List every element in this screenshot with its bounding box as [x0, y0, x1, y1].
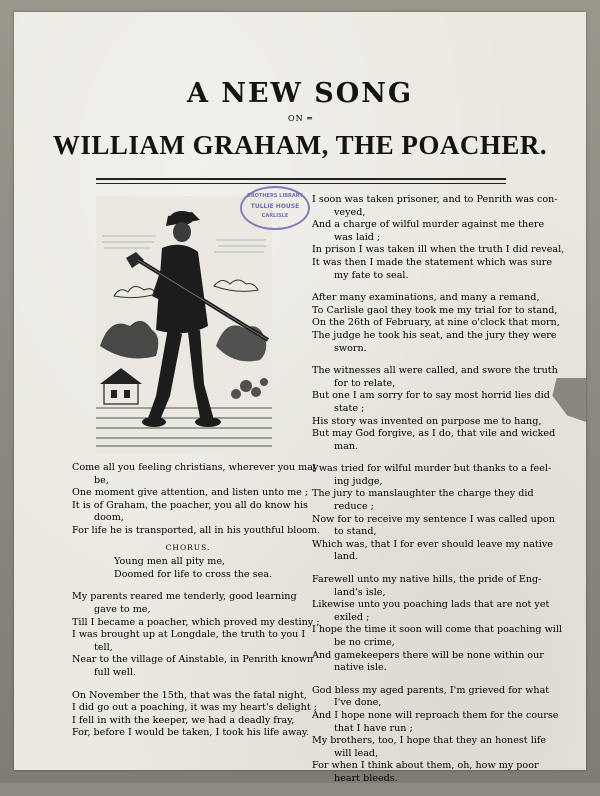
library-stamp: BROTHERS LIBRARY TULLIE HOUSE CARLISLE	[240, 186, 310, 230]
verse-line: On the 26th of February, at nine o'clock that morn,	[312, 317, 560, 329]
verse-line: will lead,	[334, 747, 379, 759]
verse-line: I hope the time it soon will come that poaching will	[312, 624, 562, 636]
verse-line: veyed,	[334, 206, 366, 218]
verse-line: My parents reared me tenderly, good learning	[72, 591, 297, 603]
verse-line: I fell in with the keeper, we had a deadly fray,	[72, 714, 295, 726]
verse-line: Come all you feeling christians, wherever you may	[72, 462, 319, 473]
stanza-right-2	[312, 292, 560, 355]
verse-line: The judge he took his seat, and the jury they were	[312, 329, 557, 341]
verse-line: I was brought up at Longdale, the truth to you I	[72, 629, 306, 641]
verse-line: be,	[94, 474, 109, 486]
verse-line: In prison I was taken ill when the truth I did reveal,	[312, 244, 565, 256]
stanza-right-6	[312, 684, 559, 786]
double-rule-divider	[96, 178, 506, 184]
verse-line: For when I think about them, oh, how my poor	[312, 760, 539, 772]
left-column-verses	[72, 462, 321, 750]
verse-line: Which was, that I for ever should leave my native	[312, 538, 553, 550]
chorus-line: Doomed for life to cross the sea.	[114, 568, 273, 580]
verse-line: And a charge of wilful murder against me there	[312, 219, 545, 231]
chorus-line: Young men all pity me,	[114, 556, 226, 568]
verse-line: I was tried for wilful murder but thanks to a feel-	[312, 463, 552, 475]
verse-line: heart bleeds.	[334, 772, 398, 784]
verse-line: Likewise unto you poaching lads that are not yet	[312, 599, 550, 611]
verse-line: His story was invented on purpose me to hang,	[312, 415, 542, 427]
verse-line: On November the 15th, that was the fatal night,	[72, 689, 307, 701]
stanza-right-1	[312, 194, 565, 282]
verse-line: sworn.	[334, 342, 367, 354]
verse-line: Now for to receive my sentence I was called upon	[312, 513, 555, 525]
title-a-new-song: A NEW SONG	[186, 78, 414, 109]
verse-line: To Carlisle gaol they took me my trial for to stand,	[312, 304, 558, 316]
title-on: ON ═	[288, 114, 312, 123]
verse-line: be no crime,	[334, 637, 395, 648]
stanza-right-5	[312, 574, 562, 675]
verse-line: Near to the village of Ainstable, in Penrith known	[72, 654, 314, 666]
verse-line: One moment give attention, and listen unto me ;	[72, 487, 309, 499]
verse-line: And I hope none will reproach them for the course	[312, 709, 559, 721]
verse-line: For life he is transported, all in his youthful bloom.	[72, 524, 321, 536]
verse-line: was laid ;	[334, 231, 381, 243]
verse-line: state ;	[334, 402, 365, 414]
verse-line: Till I became a poacher, which proved my destiny ;	[72, 616, 320, 628]
verse-line: exiled ;	[334, 611, 370, 623]
verse-line: And gamekeepers there will be none within our	[312, 649, 544, 661]
verse-line: I've done,	[334, 697, 382, 709]
verse-line: reduce ;	[334, 501, 374, 513]
stanza-left-3	[72, 689, 317, 740]
stanza-left-1	[72, 462, 321, 581]
verse-line: doom,	[94, 512, 124, 524]
verse-line: tell,	[94, 641, 113, 653]
verse-line: full well.	[94, 666, 136, 678]
verse-line: gave to me,	[94, 603, 151, 615]
verse-line: I did go out a poaching, it was my heart's delight ;	[72, 702, 317, 714]
verse-line: The witnesses all were called, and swore the truth	[312, 365, 558, 377]
verse-line: my fate to seal.	[334, 269, 409, 281]
verse-line: man.	[334, 440, 359, 452]
verse-line: land's isle,	[334, 586, 386, 598]
right-column-verses	[312, 194, 565, 796]
stanza-left-2	[72, 591, 320, 679]
verse-line: After many examinations, and many a remand,	[312, 292, 540, 304]
verse-line: The jury to manslaughter the charge they did	[312, 488, 534, 500]
verse-line: For, before I would be taken, I took his life away.	[72, 727, 310, 739]
verse-line: ing judge,	[334, 475, 383, 487]
verse-line: But may God forgive, as I do, that vile and wicked	[312, 428, 556, 440]
chorus-heading: CHORUS.	[165, 542, 211, 552]
verse-line: I soon was taken prisoner, and to Penrith was con-	[312, 194, 558, 205]
verse-line: God bless my aged parents, I'm grieved for what	[312, 684, 550, 696]
stanza-right-4	[312, 463, 556, 564]
verse-line: But one I am sorry for to say most horrid lies did	[312, 390, 550, 402]
poacher-woodcut-illustration	[96, 196, 272, 454]
verse-line: It was then I made the statement which was sure	[312, 256, 553, 268]
verse-line: for to relate,	[334, 377, 396, 389]
verse-line: native isle.	[334, 662, 387, 674]
verse-line: My brothers, too, I hope that they an honest life	[312, 735, 547, 747]
verse-line: that I have run ;	[334, 722, 413, 734]
verse-line: land.	[334, 551, 359, 563]
title-william-graham: WILLIAM GRAHAM, THE POACHER.	[52, 130, 548, 160]
verse-line: to stand,	[334, 526, 377, 538]
verse-line: Farewell unto my native hills, the pride of Eng-	[312, 574, 542, 586]
stanza-right-3	[312, 365, 556, 453]
verse-line: It is of Graham, the poacher, you all do know his	[72, 499, 308, 511]
